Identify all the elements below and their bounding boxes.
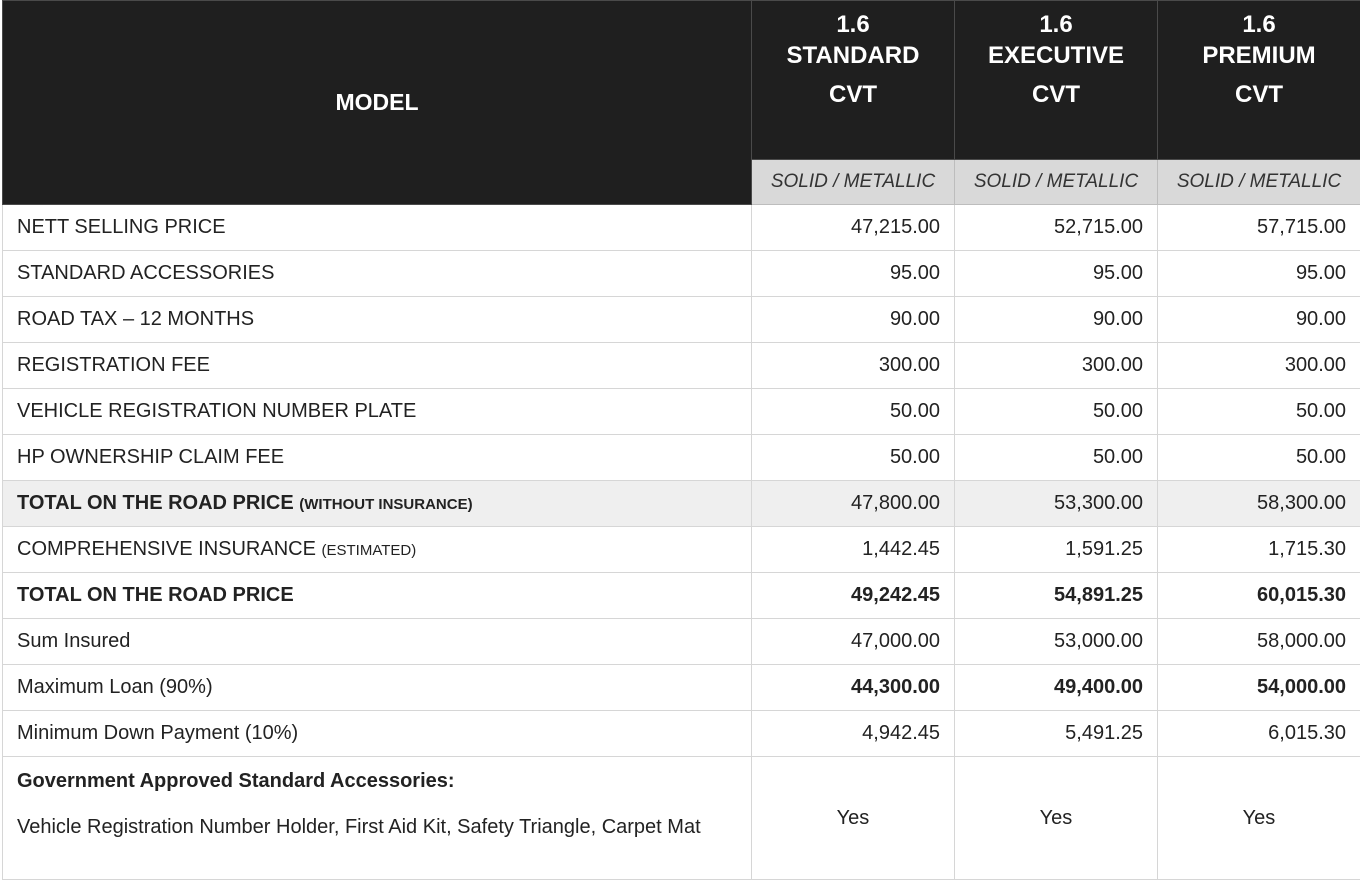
price-cell: 1,442.45 <box>752 527 955 573</box>
finish-label: SOLID / METALLIC <box>752 160 955 205</box>
row-label: NETT SELLING PRICE <box>3 205 752 251</box>
table-row <box>3 665 1360 711</box>
row-label: STANDARD ACCESSORIES <box>3 251 752 297</box>
price-cell: 300.00 <box>1158 343 1360 389</box>
accessories-items: Vehicle Registration Number Holder, First Aid Kit, Safety Triangle, Carpet Mat <box>17 816 701 838</box>
table-row <box>3 205 1360 251</box>
row-label: Maximum Loan (90%) <box>3 665 752 711</box>
accessories-row <box>3 757 1360 880</box>
finish-label: SOLID / METALLIC <box>1158 160 1360 205</box>
row-label: VEHICLE REGISTRATION NUMBER PLATE <box>3 389 752 435</box>
price-cell: 95.00 <box>752 251 955 297</box>
row-label-note: (ESTIMATED) <box>322 542 417 559</box>
total-row <box>3 573 1360 619</box>
row-label: Minimum Down Payment (10%) <box>3 711 752 757</box>
price-cell: 95.00 <box>1158 251 1360 297</box>
variant-engine: 1.6 <box>1039 11 1072 38</box>
price-cell: 49,242.45 <box>752 573 955 619</box>
row-label-main: COMPREHENSIVE INSURANCE <box>17 538 316 560</box>
price-cell: 1,715.30 <box>1158 527 1360 573</box>
subtotal-row <box>3 481 1360 527</box>
price-cell: 53,000.00 <box>955 619 1158 665</box>
row-label-main: TOTAL ON THE ROAD PRICE <box>17 492 294 514</box>
finish-label: SOLID / METALLIC <box>955 160 1158 205</box>
row-label: TOTAL ON THE ROAD PRICE <box>3 573 752 619</box>
accessories-label <box>3 757 752 880</box>
table-row <box>3 343 1360 389</box>
accessories-value: Yes <box>752 757 955 880</box>
price-cell: 5,491.25 <box>955 711 1158 757</box>
price-cell: 44,300.00 <box>752 665 955 711</box>
accessories-value: Yes <box>1158 757 1360 880</box>
table-row <box>3 297 1360 343</box>
price-cell: 54,891.25 <box>955 573 1158 619</box>
price-cell: 95.00 <box>955 251 1158 297</box>
variant-transmission: CVT <box>1172 79 1346 110</box>
variant-header-executive <box>955 1 1158 160</box>
table-row <box>3 435 1360 481</box>
price-cell: 50.00 <box>955 435 1158 481</box>
price-cell: 90.00 <box>752 297 955 343</box>
price-cell: 1,591.25 <box>955 527 1158 573</box>
price-cell: 50.00 <box>1158 435 1360 481</box>
table-row <box>3 251 1360 297</box>
row-label <box>3 527 752 573</box>
price-cell: 50.00 <box>955 389 1158 435</box>
row-label: HP OWNERSHIP CLAIM FEE <box>3 435 752 481</box>
price-table <box>2 0 1360 880</box>
price-cell: 58,300.00 <box>1158 481 1360 527</box>
accessories-value: Yes <box>955 757 1158 880</box>
price-cell: 47,215.00 <box>752 205 955 251</box>
price-cell: 53,300.00 <box>955 481 1158 527</box>
price-cell: 4,942.45 <box>752 711 955 757</box>
row-label: ROAD TAX – 12 MONTHS <box>3 297 752 343</box>
price-cell: 6,015.30 <box>1158 711 1360 757</box>
price-cell: 47,000.00 <box>752 619 955 665</box>
row-label: Sum Insured <box>3 619 752 665</box>
row-label-note: (WITHOUT INSURANCE) <box>299 496 472 513</box>
table-row <box>3 619 1360 665</box>
row-label <box>3 481 752 527</box>
price-cell: 50.00 <box>752 435 955 481</box>
accessories-title: Government Approved Standard Accessories: <box>17 769 737 793</box>
price-cell: 49,400.00 <box>955 665 1158 711</box>
price-cell: 57,715.00 <box>1158 205 1360 251</box>
price-cell: 52,715.00 <box>955 205 1158 251</box>
variant-name: EXECUTIVE <box>988 42 1124 69</box>
variant-name: STANDARD <box>787 42 920 69</box>
model-header: MODEL <box>3 1 752 205</box>
variant-transmission: CVT <box>969 79 1143 110</box>
price-cell: 50.00 <box>752 389 955 435</box>
price-cell: 300.00 <box>955 343 1158 389</box>
table-row <box>3 711 1360 757</box>
variant-name: PREMIUM <box>1202 42 1315 69</box>
variant-engine: 1.6 <box>1242 11 1275 38</box>
price-cell: 90.00 <box>1158 297 1360 343</box>
variant-transmission: CVT <box>766 79 940 110</box>
row-label: REGISTRATION FEE <box>3 343 752 389</box>
price-cell: 58,000.00 <box>1158 619 1360 665</box>
table-row <box>3 527 1360 573</box>
price-cell: 60,015.30 <box>1158 573 1360 619</box>
price-cell: 47,800.00 <box>752 481 955 527</box>
variant-header-premium <box>1158 1 1360 160</box>
price-cell: 300.00 <box>752 343 955 389</box>
variant-header-standard <box>752 1 955 160</box>
price-cell: 54,000.00 <box>1158 665 1360 711</box>
price-cell: 50.00 <box>1158 389 1360 435</box>
table-row <box>3 389 1360 435</box>
variant-engine: 1.6 <box>836 11 869 38</box>
price-cell: 90.00 <box>955 297 1158 343</box>
